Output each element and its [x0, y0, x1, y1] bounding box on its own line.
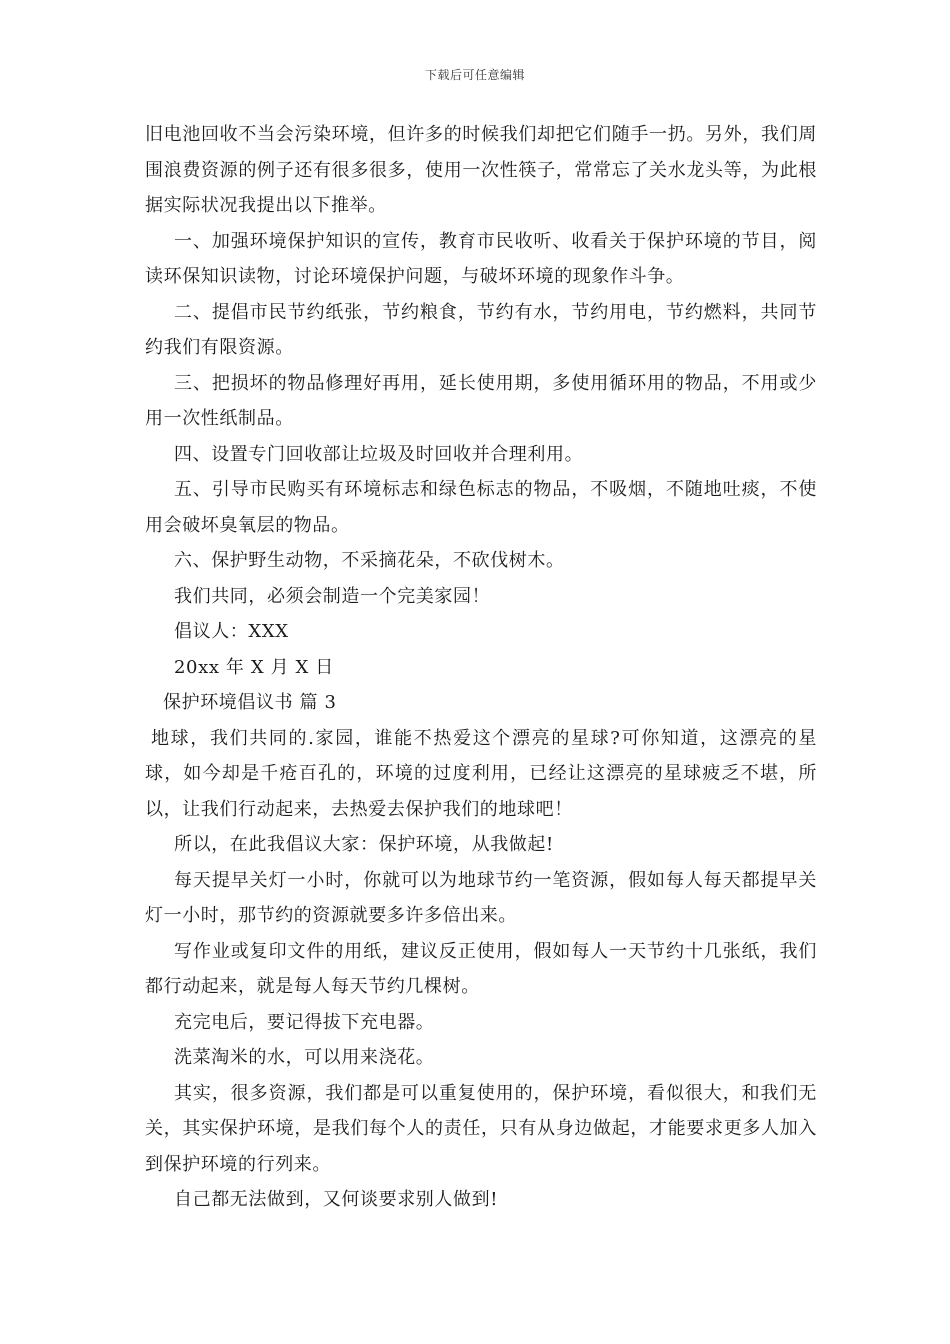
paragraph-water: 洗菜淘米的水，可以用来浇花。 — [174, 1047, 435, 1068]
paragraph-proposal-2: 二、提倡市民节约纸张，节约粮食，节约有水，节约用电，节约燃料，共同节约我们有限资源。 — [145, 301, 817, 358]
paragraph-resources: 其实，很多资源，我们都是可以重复使用的，保护环境，看似很大，和我们无关，其实保护环境，是我们每个人的责任，只有从身边做起，才能要求更多人加入到保护环境的行列来。 — [145, 1082, 817, 1175]
paragraph-earth: 地球，我们共同的.家园，谁能不热爱这个漂亮的星球?可你知道，这漂亮的星球，如今却是千疮百孔的，环境的过度利用，已经让这漂亮的星球疲乏不堪，所以，让我们行动起来，去热爱去保护我们的地球吧！ — [145, 727, 817, 820]
section-title: 保护环境倡议书 篇 3 — [163, 692, 337, 713]
paragraph-closing: 我们共同，必须会制造一个完美家园！ — [174, 585, 491, 607]
paragraph-charger: 充完电后，要记得拔下充电器。 — [174, 1011, 435, 1033]
paragraph-proposal-1: 一、加强环境保护知识的宣传，教育市民收听、收看关于保护环境的节目，阅读环保知识读物，讨论环境保护问题，与破坏环境的现象作斗争。 — [145, 230, 817, 287]
document-body — [145, 117, 817, 1218]
proposer-line: 倡议人：XXX — [174, 621, 289, 642]
paragraph-proposal-4: 四、设置专门回收部让垃圾及时回收并合理利用。 — [174, 443, 584, 465]
paragraph-proposal-3: 三、把损坏的物品修理好再用，延长使用期，多使用循环用的物品，不用或少用一次性纸制品。 — [145, 372, 817, 429]
date-line: 20xx 年 X 月 X 日 — [174, 656, 334, 678]
paragraph-proposal-5: 五、引导市民购买有环境标志和绿色标志的物品，不吸烟，不随地吐痰，不使用会破坏臭氧层的物品。 — [145, 479, 817, 536]
paragraph-paper: 写作业或复印文件的用纸，建议反正使用，假如每人一天节约十几张纸，我们都行动起来，就是每人每天节约几棵树。 — [145, 940, 817, 997]
paragraph-call: 所以，在此我倡议大家：保护环境，从我做起! — [174, 834, 554, 855]
page-header: 下载后可任意编辑 — [424, 68, 525, 82]
paragraph-lights: 每天提早关灯一小时，你就可以为地球节约一笔资源，假如每人每天都提早关灯一小时，那节约的资源就要多许多倍出来。 — [145, 869, 817, 926]
paragraph-intro: 旧电池回收不当会污染环境，但许多的时候我们却把它们随手一扔。另外，我们周围浪费资源的例子还有很多很多，使用一次性筷子，常常忘了关水龙头等，为此根据实际状况我提出以下推举。 — [145, 124, 817, 216]
paragraph-proposal-6: 六、保护野生动物，不采摘花朵，不砍伐树木。 — [174, 550, 565, 571]
paragraph-final: 自己都无法做到，又何谈要求别人做到! — [174, 1189, 499, 1210]
